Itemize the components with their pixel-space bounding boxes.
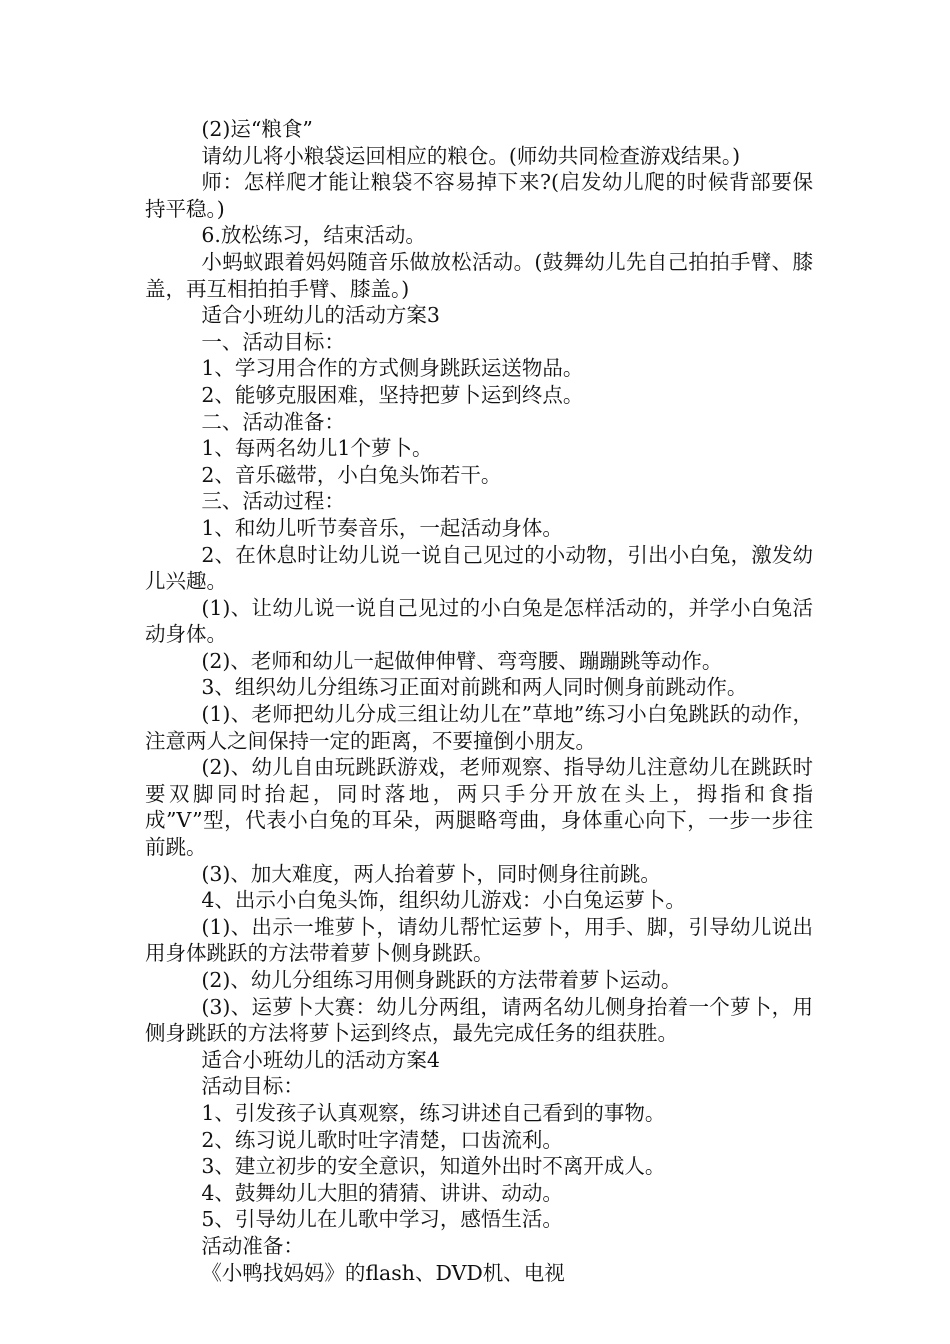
subheading: 一、活动目标：: [201, 329, 345, 354]
list-item: (2)、幼儿分组练习用侧身跳跃的方法带着萝卜运动。: [201, 968, 682, 992]
list-item: 1、和幼儿听节奏音乐，一起活动身体。: [201, 515, 563, 540]
subheading: 二、活动准备：: [201, 409, 345, 434]
list-item: 3、建立初步的安全意识，知道外出时不离开成人。: [201, 1154, 666, 1179]
paragraph: 请幼儿将小粮袋运回相应的粮仓。(师幼共同检查游戏结果。): [201, 143, 741, 168]
document-page: [145, 116, 813, 1286]
list-item: 2、能够克服困难，坚持把萝卜运到终点。: [201, 382, 584, 407]
list-item: 5、引导幼儿在儿歌中学习，感悟生活。: [201, 1207, 563, 1232]
section-heading: 适合小班幼儿的活动方案4: [201, 1047, 440, 1072]
list-item: 2、音乐磁带，小白兔头饰若干。: [201, 462, 502, 487]
list-item: 2、在休息时让幼儿说一说自己见过的小动物，引出小白兔，激发幼儿兴趣。: [145, 542, 813, 594]
paragraph: 6.放松练习，结束活动。: [201, 223, 426, 248]
list-item: 4、出示小白兔头饰，组织幼儿游戏：小白兔运萝卜。: [201, 888, 686, 913]
list-item: 1、引发孩子认真观察，练习讲述自己看到的事物。: [201, 1100, 666, 1125]
paragraph: 小蚂蚁跟着妈妈随音乐做放松活动。(鼓舞幼儿先自己拍拍手臂、膝盖，再互相拍拍手臂、膝盖。): [145, 249, 813, 301]
subheading: 活动准备：: [201, 1233, 304, 1258]
list-item: (3)、运萝卜大赛：幼儿分两组，请两名幼儿侧身抬着一个萝卜，用侧身跳跃的方法将萝卜运到终点，最先完成任务的组获胜。: [145, 994, 813, 1046]
list-item: (1)、让幼儿说一说自己见过的小白兔是怎样活动的，并学小白兔活动身体。: [145, 595, 813, 647]
list-item: 4、鼓舞幼儿大胆的猜猜、讲讲、动动。: [201, 1180, 563, 1205]
list-item: 3、组织幼儿分组练习正面对前跳和两人同时侧身前跳动作。: [201, 675, 748, 700]
paragraph: 师：怎样爬才能让粮袋不容易掉下来?(启发幼儿爬的时候背部要保持平稳。): [145, 170, 813, 221]
list-item: 1、学习用合作的方式侧身跳跃运送物品。: [201, 356, 584, 381]
list-item: (1)、出示一堆萝卜，请幼儿帮忙运萝卜，用手、脚，引导幼儿说出用身体跳跃的方法带着萝卜侧身跳跃。: [145, 914, 813, 966]
list-item: 1、每两名幼儿1个萝卜。: [201, 436, 433, 461]
list-item: (2)、老师和幼儿一起做伸伸臂、弯弯腰、蹦蹦跳等动作。: [201, 648, 723, 673]
list-item: 《小鸭找妈妈》的flash、DVD机、电视: [201, 1260, 565, 1285]
subheading: 三、活动过程：: [201, 489, 345, 514]
section-heading: 适合小班幼儿的活动方案3: [201, 303, 440, 328]
list-item: 2、练习说儿歌时吐字清楚，口齿流利。: [201, 1127, 563, 1152]
list-item: (2)、幼儿自由玩跳跃游戏，老师观察、指导幼儿注意幼儿在跳跃时要双脚同时抬起，同时落地，两只手分开放在头上，拇指和食指成”V”型，代表小白兔的耳朵，两腿略弯曲，身体重心向下，一步一步往前跳。: [145, 755, 813, 860]
subheading: 活动目标：: [201, 1074, 304, 1099]
paragraph: (2)运“粮食”: [201, 117, 313, 141]
list-item: (3)、加大难度，两人抬着萝卜，同时侧身往前跳。: [201, 861, 661, 886]
list-item: (1)、老师把幼儿分成三组让幼儿在”草地”练习小白兔跳跃的动作，注意两人之间保持一定的距离，不要撞倒小朋友。: [145, 702, 813, 753]
